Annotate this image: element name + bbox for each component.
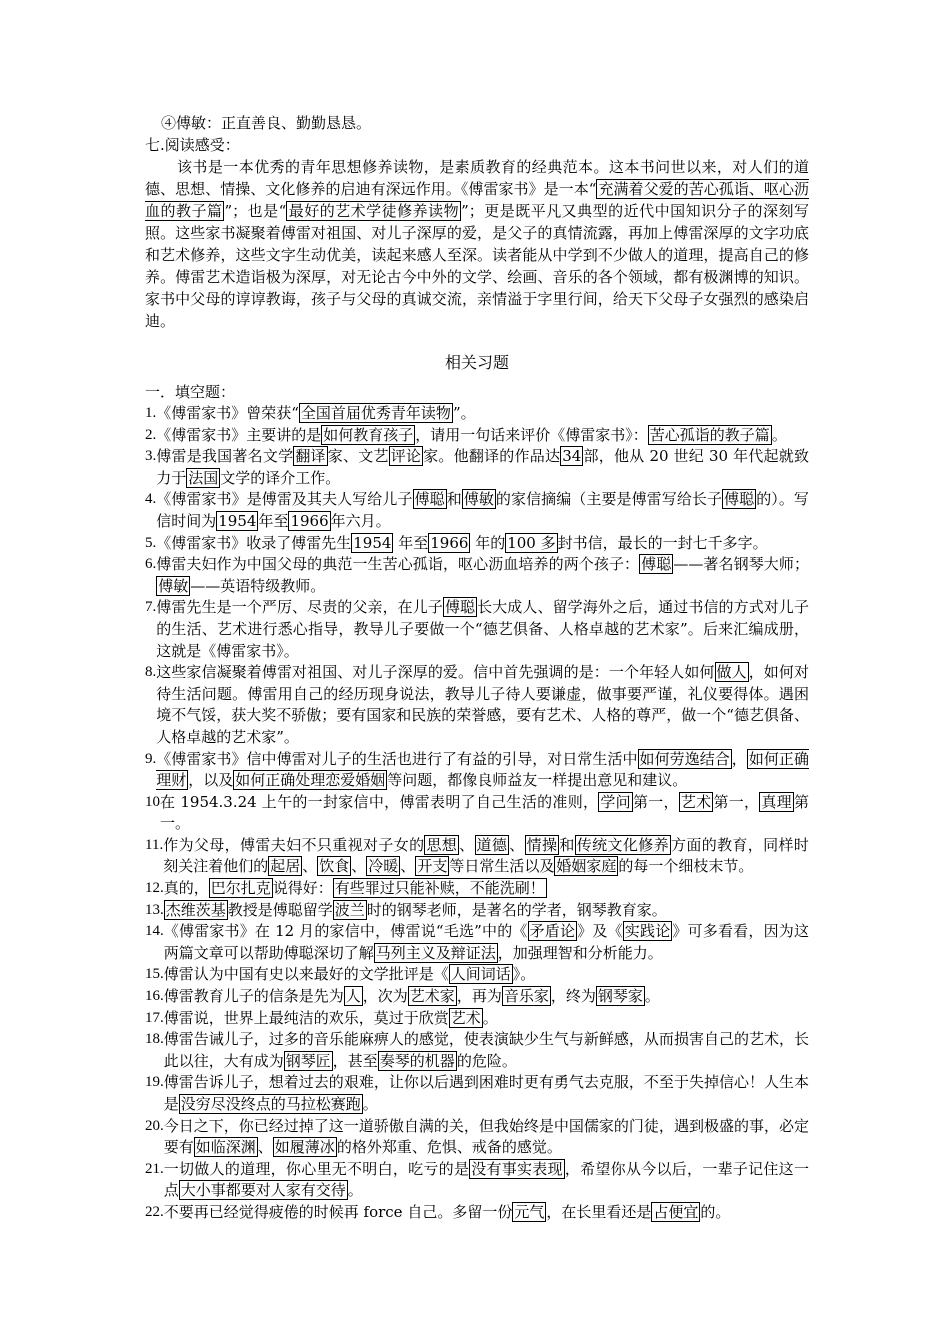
answer-box: 1966 [430,533,469,552]
question-item [145,749,809,792]
question-item [145,425,809,447]
question-segment: 说得好： [272,879,333,898]
answer-box: 34 [562,447,582,466]
question-number: 13. [145,901,164,918]
question-segment: 年至 [393,533,429,552]
question-segment: 部，他从 20 世纪 30 年代起就致力于 [156,447,809,487]
question-text [164,1159,809,1202]
question-segment: 年六月。 [330,511,391,530]
question-number: 7. [145,599,157,616]
question-segment: 第一， [632,792,679,811]
answer-box: 波兰 [334,900,365,919]
question-segment: 家。他翻译的作品达 [423,447,561,466]
question-segment: 的格外郑重、危惧、戒备的感觉。 [336,1138,562,1157]
answer-box: 道德 [476,835,508,854]
question-number: 2. [145,426,157,443]
answer-box: 100 多 [507,533,556,552]
document-page [145,112,809,1224]
question-segment: 》可多看看，因为这两篇文章可以帮助傅聪深切了解 [163,922,809,962]
question-segment: 等日常生活以及 [449,857,555,876]
question-segment: 的家信摘编（主要是傅雷写给长子 [495,490,723,509]
paragraph-text: ”；更是既平凡又典型的近代中国知识分子的深刻写照。这些家书凝聚着傅雷对祖国、对儿子深厚的爱，是父子的真情流露，再加上傅雷深厚的文字功底和艺术修养，这些文字生动优美，读起来感人至深。读者能从中学到不少做人的道理，提高自己的修养。傅雷艺术造诣极为深厚，对无论古今中外的文学、绘画、音乐的各个领域，都有极渊博的知识。家书中父母的谆谆教诲，孩子与父母的真诚交流，亲情溢于字里行间，给天下父母子女强烈的感染启迪。 [145,202,809,330]
question-segment: 、 [302,857,318,876]
answer-box: 思想 [426,835,458,854]
question-segment: 时的钢琴老师，是著名的学者，钢琴教育家。 [366,900,667,919]
question-item [145,489,809,532]
question-segment: 。 [347,1181,363,1200]
question-segment: ，再为 [456,987,502,1006]
question-segment: 傅雷告诫儿子，过多的音乐能麻痹人的感觉，使表演缺少生气与新鲜感，从而损害自己的艺术，长此以往，大有成为 [163,1030,809,1070]
answer-box: 充满着父爱的苦心孤诣、呕心沥血的教子篇 [145,180,810,220]
question-segment: ，加强理智和分析能力。 [497,943,663,962]
question-segment: 等问题，都像良师益友一样提出意见和建议。 [387,771,688,790]
question-number: 17. [145,1009,164,1026]
question-segment: 傅雷先生是一个严厉、尽责的父亲，在儿子 [156,598,443,617]
question-segment: 傅雷教育儿子的信条是先为 [163,987,344,1006]
question-item [145,1029,809,1072]
question-number: 16. [145,988,164,1005]
question-text [156,489,809,532]
answer-box: 音乐家 [503,987,549,1006]
answer-box: 1954 [218,511,257,530]
question-text [163,835,809,878]
question-segment: 长大成人、留学海外之后，通过书信的方式对儿子的生活、艺术进行悉心指导，教导儿子要做一个“德艺俱备、人格卓越的艺术家”。后来汇编成册，这就是《傅雷家书》。 [156,598,809,660]
question-number: 15. [145,966,164,983]
question-text [164,1072,809,1115]
question-item [145,403,809,425]
answer-box: 翻译 [295,447,326,466]
answer-box: 大小事都要对人家有交待 [180,1181,346,1200]
question-text [160,792,809,835]
question-item [145,554,809,597]
answer-box: 做人 [716,663,747,682]
answer-box: 如何教育孩子 [323,425,414,444]
question-text [156,597,809,662]
question-segment: 这些家信凝聚着傅雷对祖国、对儿子深厚的爱。信中首先强调的是：一个年轻人如何 [156,663,715,682]
answer-box: 起居 [270,857,301,876]
question-segment: 、 [400,857,416,876]
question-segment: 文学的译介工作。 [220,468,341,487]
question-number: 20. [145,1117,164,1134]
question-segment: ，终为 [550,987,596,1006]
question-segment: 傅雷是我国著名文学 [156,447,294,466]
question-segment: 《傅雷家书》信中傅雷对儿子的生活也进行了有益的引导，对日常生活中 [156,749,638,768]
question-text [164,921,809,964]
question-segment: ——著名钢琴大师； [673,555,809,574]
question-segment: 、 [351,857,367,876]
question-text [156,662,809,748]
question-segment: 和 [559,835,575,854]
question-item [145,597,809,662]
question-segment: ，如何对待生活问题。傅雷用自己的经历现身说法，教导儿子待人要谦虚，做事要严谨，礼仪要得体。遇困境不气馁，获大奖不骄傲；要有国家和民族的荣誉感，要有艺术、人格的尊严，做一个“德艺俱备、人格卓越的艺术家”。 [156,663,809,746]
question-segment: 傅雷告诉儿子，想着过去的艰难，让你以后遇到困难时更有勇气去克服，不至于失掉信心！人生本是 [163,1073,809,1113]
question-number: 10 [145,793,160,810]
question-text [156,533,809,555]
answer-box: 最好的艺术学徒修养读物 [288,202,460,220]
question-segment: 傅雷说，世界上最纯洁的欢乐，莫过于欣赏 [163,1008,449,1027]
question-text [164,964,809,986]
answer-box: 钢琴匠 [285,1051,331,1070]
question-list [145,403,809,1224]
answer-box: 人 [345,987,361,1006]
answer-box: 艺术家 [409,987,455,1006]
answer-box: 1966 [290,511,329,530]
question-segment: 》及《 [577,922,623,941]
question-text [164,878,809,900]
question-number: 18. [145,1031,164,1048]
answer-box: 冷暖 [368,857,399,876]
answer-box: 如何劳逸结合 [639,749,730,768]
answer-box: 评论 [390,447,422,466]
question-item [145,900,809,922]
answer-box: 如履薄冰 [274,1138,335,1157]
question-text [164,900,809,922]
answer-box: 如何正确理财 [156,749,809,790]
reading-reflection-paragraph [145,156,809,332]
question-number: 11. [145,836,164,853]
question-text [164,986,809,1008]
question-text [156,749,809,792]
question-segment: ——英语特级教师。 [190,576,326,595]
answer-box: 实践论 [624,922,671,941]
paragraph-text: ”；也是“ [224,202,287,220]
question-segment: 今日之下，你已经过掉了这一道骄傲自满的关，但我始终是中国儒家的门徒，遇到极盛的事，必定要有 [163,1116,809,1157]
question-segment: 第一， [713,792,760,811]
question-text [156,446,809,489]
question-segment: 的。 [700,1202,731,1221]
question-segment: 《傅雷家书》主要讲的是 [156,425,322,444]
question-segment: 年的 [470,533,506,552]
answer-box: 学问 [600,792,631,811]
question-item [145,1116,809,1159]
answer-box: 傅聪 [724,490,755,509]
answer-box: 如临深渊 [195,1138,256,1157]
question-segment: ，希望你从今以后，一辈子记住这一点 [163,1159,809,1200]
exercises-title: 相关习题 [444,353,509,372]
question-text [156,403,809,425]
answer-box: 传统文化修养 [576,835,669,854]
question-number: 9. [145,750,157,767]
answer-box: 没穷尽没终点的马拉松赛跑 [180,1095,361,1113]
question-item [145,662,809,748]
question-segment: 《傅雷家书》曾荣获“ [156,404,299,422]
question-segment: 、 [509,835,525,854]
question-number: 4. [145,491,157,508]
answer-box: 傅聪 [444,598,476,617]
question-item [145,1072,809,1115]
answer-box: 如何正确处理恋爱婚姻 [235,771,386,790]
answer-box: 奏琴的机器 [379,1051,455,1070]
answer-box: 饮食 [319,857,350,876]
answer-box: 矛盾论 [529,922,576,941]
answer-box: 开支 [417,857,448,876]
question-segment: 《傅雷家书》在 12 月的家信中，傅雷说“毛选”中的《 [163,922,528,941]
question-segment: 作为父母，傅雷夫妇不只重视对子女的 [163,835,425,854]
answer-box: 傅聪 [641,555,672,574]
answer-box: 傅敏 [158,576,189,595]
question-item [145,921,809,964]
question-item [145,1008,809,1030]
question-segment: ，次为 [362,987,408,1006]
answer-box: 傅敏 [463,490,494,509]
section-7-title: 七.阅读感受： [145,136,240,154]
answer-box: 马列主义及辩证法 [375,943,496,962]
question-segment: 家、文艺 [327,447,389,466]
question-segment: ， [731,749,747,768]
answer-box: 苦心孤诣的教子篇 [649,425,770,444]
question-segment: 在 1954.3.24 上午的一封家信中，傅雷表明了自己生活的准则， [160,792,599,811]
question-text [156,425,809,447]
question-segment: 不要再已经觉得疲倦的时候再 force 自己。多留一份 [163,1202,513,1221]
question-number: 3. [145,448,157,465]
question-segment: 年至 [258,511,289,530]
question-segment: 一切做人的道理，你心里无不明白，吃亏的是 [163,1159,470,1178]
question-segment: 教授是傅聪留学 [227,900,333,919]
question-segment: 、 [459,835,475,854]
answer-box: 占便宜 [653,1202,699,1221]
question-number: 12. [145,880,164,897]
question-item [145,1159,809,1202]
question-segment: ，请用一句话来评价《傅雷家书》： [415,425,648,444]
question-segment: 的）。写信时间为 [156,490,809,530]
question-number: 22. [145,1203,164,1220]
answer-box: 巴尔扎克 [210,879,271,898]
question-text [164,1029,809,1072]
question-segment: 第一。 [160,792,809,833]
question-segment: 傅雷认为中国有史以来最好的文学批评是《 [163,965,449,984]
answer-box: 傅聪 [414,490,445,509]
answer-box: 有些罪过只能补赎，不能洗刷！ [334,879,545,898]
answer-box: 艺术 [450,1008,481,1027]
answer-box: 情操 [526,835,558,854]
answer-box: 没有事实表现 [471,1159,563,1178]
question-item [145,1202,809,1224]
question-segment: 方面的教育，同样时刻关注着他们的 [163,835,809,876]
question-segment: 。 [644,987,660,1006]
question-segment: 》。 [512,965,536,984]
question-number: 8. [145,664,157,681]
answer-box: 1954 [353,533,392,552]
question-segment: 的危险。 [456,1051,517,1070]
question-number: 1. [145,405,157,421]
question-segment: ，以及 [188,771,234,790]
intro-item-4: ④傅敏：正直善良、勤勤恳恳。 [161,114,372,132]
question-number: 21. [145,1160,164,1177]
question-number: 6. [145,556,157,573]
question-text [156,554,809,597]
question-number: 14. [145,923,164,940]
answer-box: 婚姻家庭 [556,857,617,876]
question-item [145,986,809,1008]
answer-box: 艺术 [680,792,712,811]
question-item [145,533,809,555]
question-item [145,878,809,900]
question-segment: 和 [446,490,462,509]
answer-box: 元气 [514,1202,545,1221]
answer-box: 真理 [761,792,792,811]
question-item [145,835,809,878]
exercises-subtitle: 一．填空题： [145,383,236,401]
answer-box: 法国 [188,468,219,487]
question-segment: ”。 [452,404,476,422]
question-segment: 封书信，最长的一封七千多字。 [557,533,768,552]
question-number: 19. [145,1074,164,1091]
paragraph-text: 该书是一本优秀的青年思想修养读物，是素质教育的经典范本。这本书问世以来，对人们的道德、思想、情操、文化修养的启迪有深远作用。《傅雷家书》是一本“ [145,158,809,198]
answer-box: 全国首届优秀青年读物 [300,404,451,422]
question-segment: ，甚至 [332,1051,378,1070]
question-segment: 的每一个细枝末节。 [618,857,754,876]
question-segment: 傅雷夫妇作为中国父母的典范一生苦心孤诣，呕心沥血培养的两个孩子： [156,555,640,574]
question-text [164,1116,809,1159]
question-segment: 。 [482,1008,498,1027]
question-number: 5. [145,534,157,551]
question-segment: ，在长里看还是 [546,1202,652,1221]
question-text [164,1202,809,1224]
question-item [145,964,809,986]
question-item [145,792,809,835]
question-segment: 《傅雷家书》收录了傅雷先生 [156,533,352,552]
question-text [164,1008,809,1030]
question-segment: 、 [257,1138,273,1157]
question-segment: 《傅雷家书》是傅雷及其夫人写给儿子 [156,490,413,509]
answer-box: 杰维茨基 [165,900,226,919]
question-item [145,446,809,489]
question-segment: 。 [771,425,787,444]
answer-box: 钢琴家 [597,987,643,1006]
question-segment: 。 [362,1095,378,1113]
question-segment: 真的， [163,879,209,898]
answer-box: 人间词话 [450,965,511,984]
